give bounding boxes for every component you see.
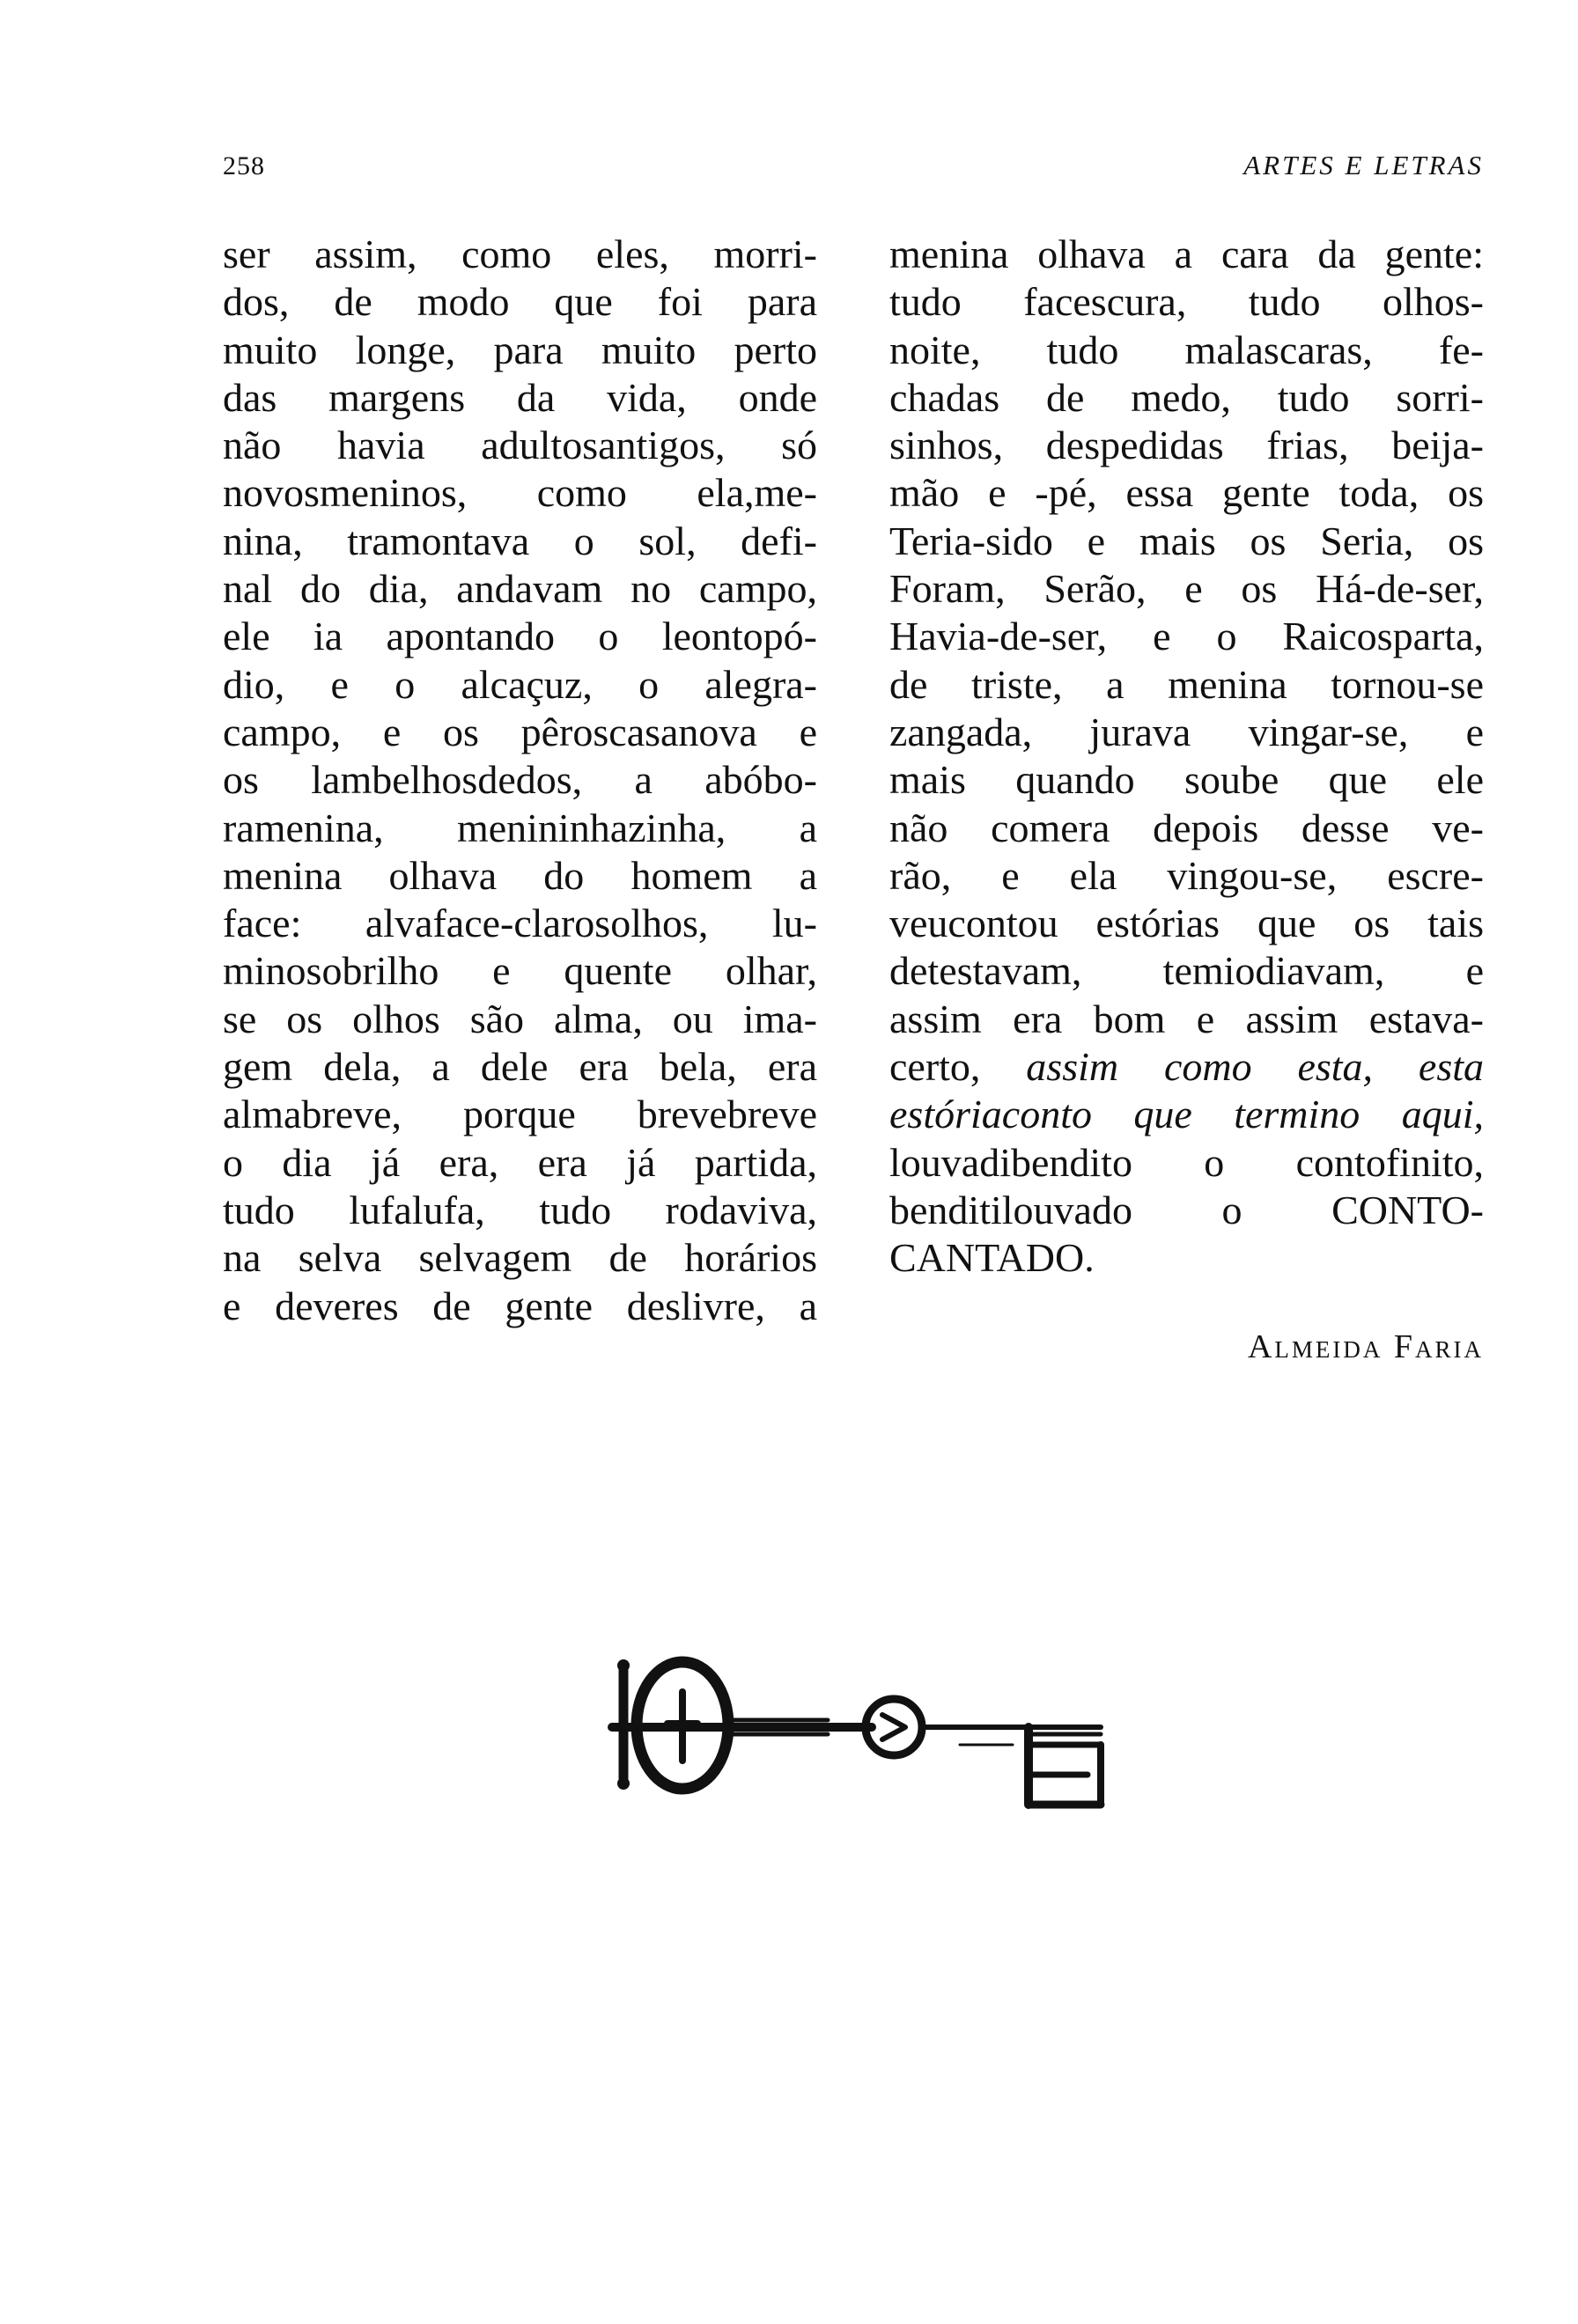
text-line: não comera depois desse ve- bbox=[889, 805, 1484, 850]
text-line: chadas de medo, tudo sorri- bbox=[889, 374, 1484, 420]
text-line: nal do dia, andavam no campo, bbox=[223, 566, 817, 612]
key-ornament-icon bbox=[608, 1629, 1136, 1822]
text-line: campo, e os pêroscasanova e bbox=[223, 709, 817, 754]
text-line: Foram, Serão, e os Há-de-ser, bbox=[889, 566, 1484, 612]
text-line: gem dela, a dele era bela, era bbox=[223, 1044, 817, 1090]
text-line: não havia adultosantigos, só bbox=[223, 423, 817, 468]
text-line: nina, tramontava o sol, defi- bbox=[223, 518, 817, 563]
left-text-column bbox=[223, 231, 817, 1330]
text-line: detestavam, temiodiavam, e bbox=[889, 948, 1484, 994]
text-line: face: alvaface-clarosolhos, lu- bbox=[223, 901, 817, 946]
italic-text: assim como esta, esta bbox=[1026, 1044, 1484, 1090]
text-line: Havia-de-ser, e o Raicosparta, bbox=[889, 614, 1484, 659]
page-number: 258 bbox=[223, 151, 265, 180]
text-line: louvadibendito o contofinito, bbox=[889, 1139, 1484, 1185]
text-line: almabreve, porque brevebreve bbox=[223, 1092, 817, 1137]
text-line: novosmeninos, como ela,me- bbox=[223, 470, 817, 516]
text-line: e deveres de gente deslivre, a bbox=[223, 1283, 817, 1328]
text-line: mão e -pé, essa gente toda, os bbox=[889, 470, 1484, 516]
text-line: de triste, a menina tornou-se bbox=[889, 661, 1484, 707]
text-line: os lambelhosdedos, a abóbo- bbox=[223, 757, 817, 803]
text-line: rão, e ela vingou-se, escre- bbox=[889, 852, 1484, 898]
text-line: tudo lufalufa, tudo rodaviva, bbox=[223, 1187, 817, 1232]
text-line: ser assim, como eles, morri- bbox=[223, 232, 817, 276]
text-line: zangada, jurava vingar-se, e bbox=[889, 709, 1484, 754]
text-line: mais quando soube que ele bbox=[889, 757, 1484, 803]
text-line: ramenina, menininhazinha, a bbox=[223, 805, 817, 850]
text-line-mixed bbox=[889, 1091, 1484, 1138]
text-line: noite, tudo malascaras, fe- bbox=[889, 327, 1484, 372]
text-line: se os olhos são alma, ou ima- bbox=[223, 996, 817, 1041]
text-line: o dia já era, era já partida, bbox=[223, 1139, 817, 1185]
text-line: Teria-sido e mais os Seria, os bbox=[889, 518, 1484, 563]
text-line: dio, e o alcaçuz, o alegra- bbox=[223, 661, 817, 707]
text-line: das margens da vida, onde bbox=[223, 374, 817, 420]
text-line: minosobrilho e quente olhar, bbox=[223, 948, 817, 994]
text-line: assim era bom e assim estava- bbox=[889, 996, 1484, 1041]
text-line: na selva selvagem de horários bbox=[223, 1235, 817, 1281]
italic-text: estóriaconto que termino aqui, bbox=[889, 1092, 1484, 1137]
text-line: muito longe, para muito perto bbox=[223, 327, 817, 372]
text-line: menina olhava do homem a bbox=[223, 852, 817, 898]
text-line: CANTADO. bbox=[889, 1235, 1095, 1281]
text-line: ele ia apontando o leontopó- bbox=[223, 614, 817, 659]
text-line: sinhos, despedidas frias, beija- bbox=[889, 423, 1484, 468]
text-line: tudo facescura, tudo olhos- bbox=[889, 279, 1484, 325]
roman-text: certo, bbox=[889, 1044, 1027, 1090]
right-text-column bbox=[889, 231, 1484, 1283]
text-line: veucontou estórias que os tais bbox=[889, 901, 1484, 946]
text-line: menina olhava a cara da gente: bbox=[889, 232, 1484, 276]
text-line: benditilouvado o CONTO- bbox=[889, 1187, 1484, 1232]
text-line: dos, de modo que foi para bbox=[223, 279, 817, 325]
running-head: ARTES E LETRAS bbox=[1243, 150, 1484, 180]
text-line-mixed bbox=[889, 1043, 1484, 1091]
author-signature: Almeida Faria bbox=[1247, 1328, 1484, 1365]
